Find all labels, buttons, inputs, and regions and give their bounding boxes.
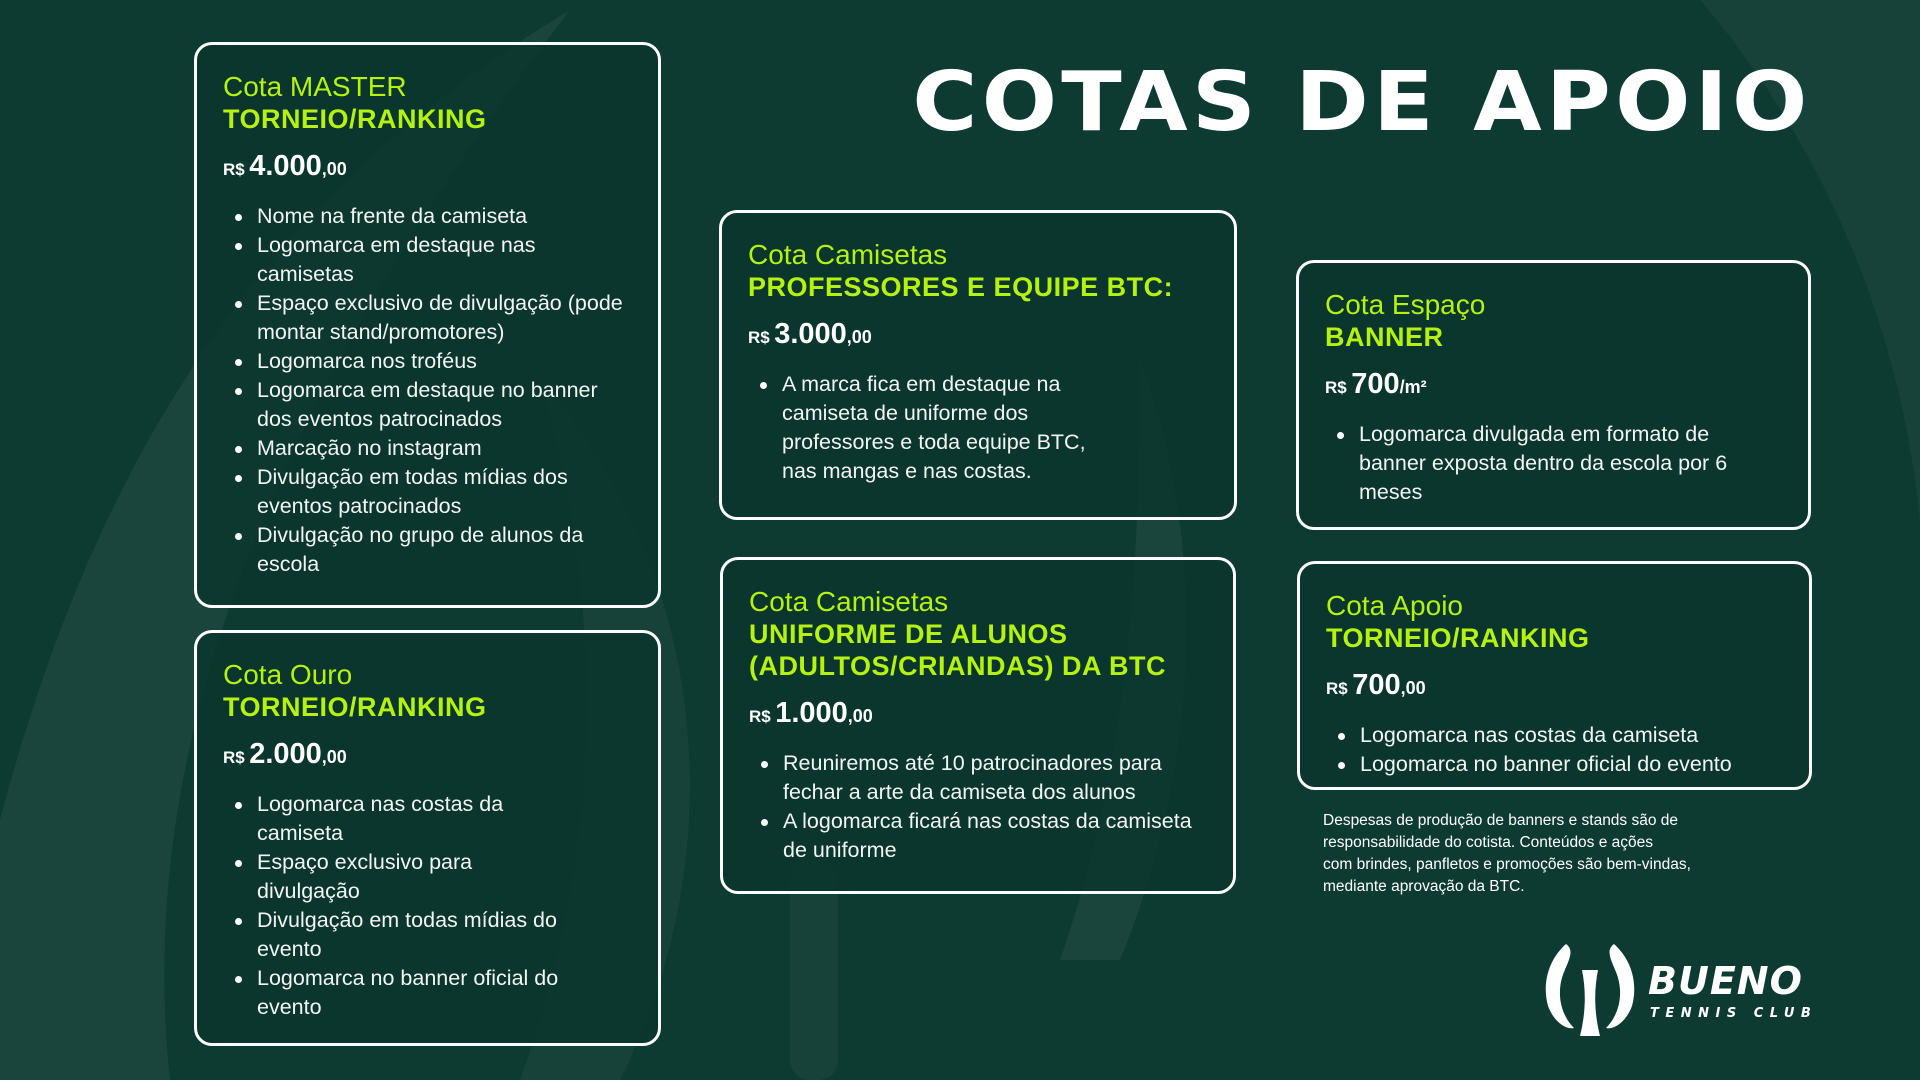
- benefit-item: Logomarca em destaque nas camisetas: [231, 231, 632, 289]
- cota-espaco-banner-card: [1296, 260, 1811, 530]
- benefit-item: Logomarca no banner oficial do evento: [1334, 750, 1783, 779]
- logo-name: BUENO: [1648, 959, 1803, 1003]
- tennis-ball-icon: [1540, 940, 1640, 1040]
- price-currency: R$: [1326, 679, 1348, 698]
- note-line: mediante aprovação da BTC.: [1323, 878, 1525, 895]
- price-suffix: ,00: [846, 327, 872, 347]
- cota-ouro-card: [194, 630, 661, 1046]
- card-type: Cota Ouro: [223, 659, 353, 690]
- note-line: responsabilidade do cotista. Conteúdos e ações: [1323, 834, 1654, 851]
- price-suffix: ,00: [847, 706, 873, 726]
- disclaimer-note: [1323, 810, 1793, 898]
- benefit-item: Logomarca nas costas da camiseta: [1334, 721, 1783, 750]
- cota-master-card: [194, 42, 661, 608]
- benefit-list: [223, 202, 632, 579]
- price-currency: R$: [223, 160, 245, 179]
- benefit-list: [1325, 420, 1782, 507]
- benefit-list: [749, 749, 1207, 865]
- price-suffix: ,00: [321, 159, 347, 179]
- note-line: com brindes, panfletos e promoções são bem-vindas,: [1323, 856, 1691, 873]
- card-type: Cota Espaço: [1325, 289, 1486, 320]
- price: [1326, 668, 1783, 707]
- benefit-list: [748, 370, 1208, 486]
- cota-camisetas-alunos-card: [720, 557, 1236, 894]
- benefit-item: Divulgação em todas mídias dos eventos patrocinados: [231, 463, 632, 521]
- price-amount: 2.000: [249, 738, 322, 770]
- price: [223, 737, 632, 776]
- card-subtitle: PROFESSORES E EQUIPE BTC:: [748, 272, 1174, 302]
- logo-subtitle: TENNIS CLUB: [1650, 1006, 1818, 1021]
- benefit-item: Nome na frente da camiseta: [231, 202, 632, 231]
- price-amount: 4.000: [249, 150, 322, 182]
- bueno-tennis-club-logo: [1540, 940, 1820, 1040]
- price-suffix: ,00: [321, 747, 347, 767]
- card-subtitle: TORNEIO/RANKING: [1326, 623, 1590, 653]
- card-type: Cota Camisetas: [748, 239, 948, 270]
- price: [749, 696, 1207, 735]
- price: [1325, 367, 1782, 406]
- benefit-item: Divulgação em todas mídias do evento: [231, 906, 562, 964]
- benefit-item: Divulgação no grupo de alunos da escola: [231, 521, 632, 579]
- price-currency: R$: [1325, 378, 1347, 397]
- benefit-item: Logomarca divulgada em formato de banner exposta dentro da escola por 6 meses: [1333, 420, 1762, 507]
- price-amount: 1.000: [775, 697, 848, 729]
- price-amount: 3.000: [774, 318, 847, 350]
- page-title: COTAS DE APOIO: [912, 55, 1812, 150]
- price-suffix: /m²: [1399, 377, 1427, 397]
- card-subtitle: TORNEIO/RANKING: [223, 104, 487, 134]
- price-currency: R$: [748, 328, 770, 347]
- card-subtitle: UNIFORME DE ALUNOS (ADULTOS/CRIANDAS) DA BTC: [749, 619, 1166, 681]
- cota-camisetas-professores-card: [719, 210, 1237, 520]
- price-amount: 700: [1351, 368, 1400, 400]
- benefit-item: Espaço exclusivo de divulgação (pode montar stand/promotores): [231, 289, 632, 347]
- benefit-item: Marcação no instagram: [231, 434, 632, 463]
- price: [748, 317, 1208, 356]
- price: [223, 149, 632, 188]
- card-subtitle: BANNER: [1325, 322, 1444, 352]
- card-subtitle: TORNEIO/RANKING: [223, 692, 487, 722]
- benefit-item: A logomarca ficará nas costas da camiseta de uniforme: [757, 807, 1207, 865]
- card-type: Cota Apoio: [1326, 590, 1463, 621]
- benefit-list: [1326, 721, 1783, 779]
- benefit-list: [223, 790, 632, 1022]
- price-currency: R$: [223, 748, 245, 767]
- price-amount: 700: [1352, 669, 1401, 701]
- benefit-item: Logomarca em destaque no banner dos eventos patrocinados: [231, 376, 632, 434]
- note-line: Despesas de produção de banners e stands são de: [1323, 812, 1679, 829]
- cota-apoio-card: [1297, 561, 1812, 790]
- price-currency: R$: [749, 707, 771, 726]
- card-type: Cota Camisetas: [749, 586, 949, 617]
- benefit-item: Logomarca no banner oficial do evento: [231, 964, 562, 1022]
- price-suffix: ,00: [1400, 678, 1426, 698]
- card-type: Cota MASTER: [223, 71, 407, 102]
- benefit-item: Logomarca nas costas da camiseta: [231, 790, 562, 848]
- benefit-item: Logomarca nos troféus: [231, 347, 632, 376]
- benefit-item: A marca fica em destaque na camiseta de uniforme dos professores e toda equipe BTC, nas mangas e nas costas.: [756, 370, 1118, 486]
- benefit-item: Espaço exclusivo para divulgação: [231, 848, 562, 906]
- benefit-item: Reuniremos até 10 patrocinadores para fechar a arte da camiseta dos alunos: [757, 749, 1207, 807]
